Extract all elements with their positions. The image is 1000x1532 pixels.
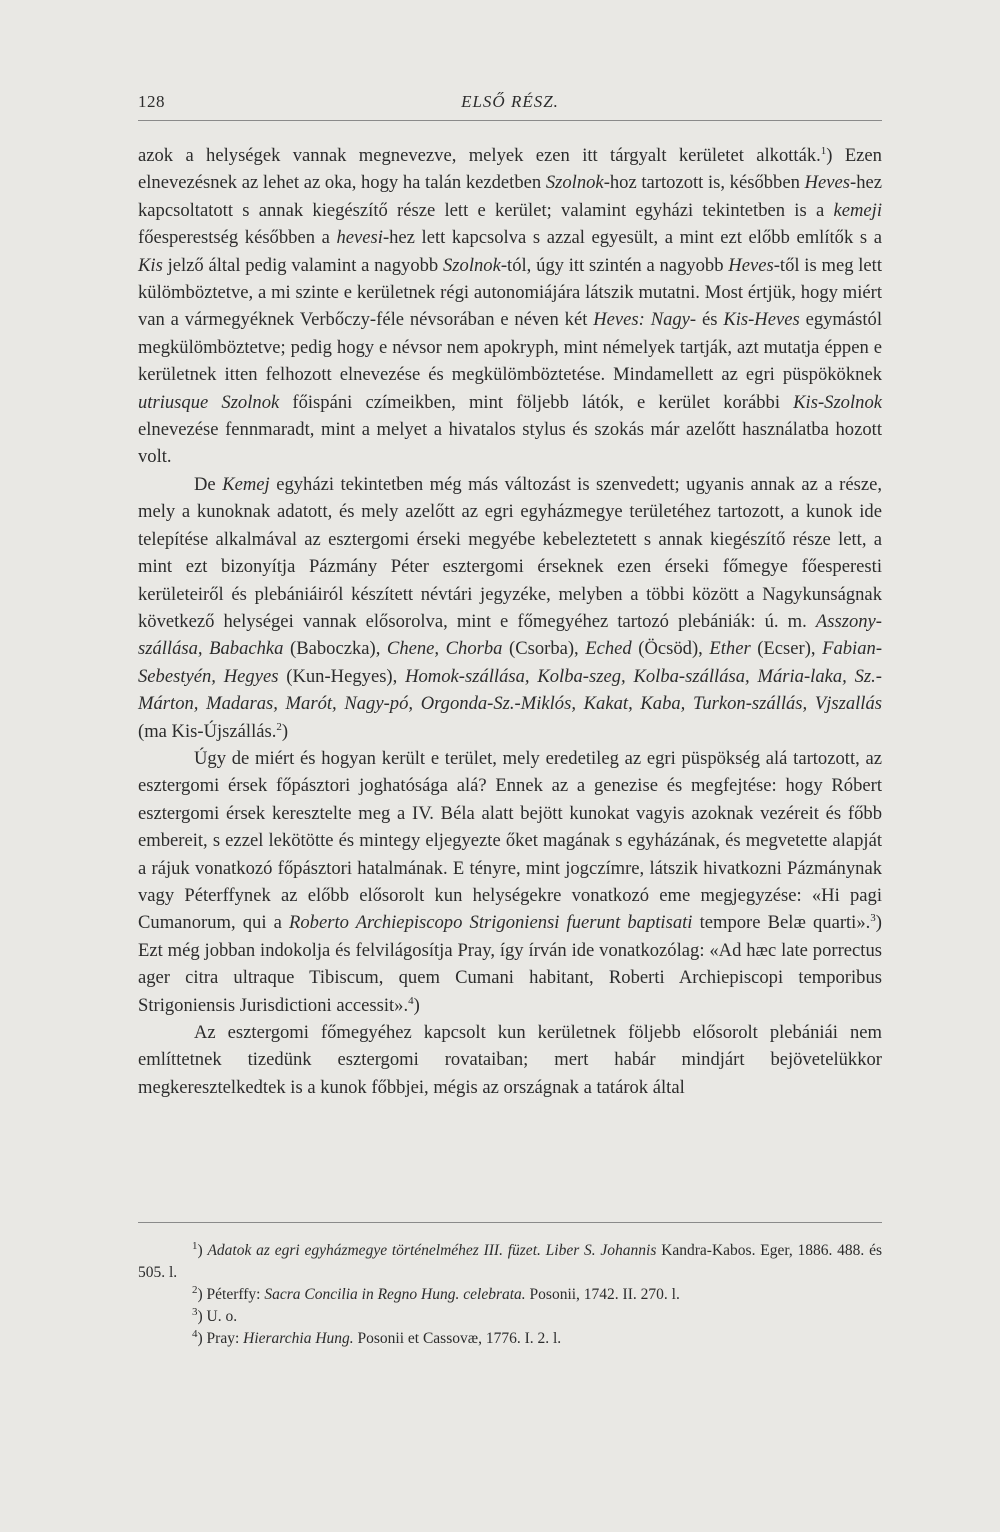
body-text (138, 142, 882, 1101)
text-run: jelző által pedig valamint a nagyobb (162, 254, 443, 276)
text-run: Posonii et Cassovæ, 1776. I. 2. l. (353, 1330, 562, 1347)
text-run: -hez lett kapcsolva s azzal egyesült, a mint ezt előbb említők s a (382, 227, 882, 249)
text-run: Kandra-Kabos. Eger, 1886. 488. és 505. l. (138, 1242, 882, 1281)
text-run: elnevezése fennmaradt, mint a melyet a hivatalos stylus és szokás már azelőtt használatba hozott volt. (138, 419, 882, 468)
paragraph-4 (138, 1019, 882, 1101)
italic-run: Roberto Archiepiscopo Strigoniensi fuerunt baptisati (289, 912, 693, 934)
italic-run: Kis-Heves (723, 309, 800, 331)
text-run: (Öcsöd), (631, 638, 710, 660)
footnote-ref: 1 (192, 1239, 198, 1252)
header-rule (138, 120, 882, 121)
text-run: Posonii, 1742. II. 270. l. (525, 1286, 680, 1303)
text-run: ) (281, 720, 289, 742)
italic-run: Heves: Nagy- (593, 309, 697, 331)
italic-run: Homok-szállása, Kolba-szeg, Kolba-szállása, Mária-laka, Sz.-Márton, Madaras, Marót, Nagy-pó, Orgonda-Sz.-Miklós, Kakat, Kaba, Turkon-szállás, Vjszallás (138, 665, 882, 715)
text-run: ) Ezen elnevezésnek az lehet az oka, hogy ha talán kezdetben (138, 145, 882, 194)
italic-run: Chene, Chorba (386, 638, 503, 660)
text-run: főispáni czímeikben, mint följebb látók, e kerület korábbi (279, 391, 794, 413)
text-run: De (194, 473, 223, 495)
text-run: (Ecser), (750, 638, 823, 660)
italic-run: Kemej (222, 473, 270, 495)
footnotes (138, 1240, 882, 1350)
italic-run: utriusque Szolnok (138, 391, 280, 413)
paragraph-3 (138, 745, 882, 1019)
text-run: tempore Belæ quarti». (692, 912, 871, 934)
italic-run: hevesi (336, 227, 383, 249)
text-run: (Baboczka), (283, 638, 387, 660)
footnote-ref: 4 (192, 1327, 198, 1340)
text-run: -tól, úgy itt szintén a nagyobb (500, 254, 729, 276)
italic-run: Adatok az egri egyházmegye történelméhez III. füzet. Liber S. Johannis (207, 1242, 657, 1259)
footnote-2 (138, 1284, 882, 1306)
italic-run: Hierarchia Hung. (243, 1330, 354, 1347)
footnote-4 (138, 1328, 882, 1350)
italic-run: Eched (585, 638, 632, 660)
text-run: -től is meg lett külömböztetve, a mi szinte e kerületnek régi autonomiájára látszik mutatni. Most értjük, hogy miért van a vármegyéknek Verbőczy-féle névsorában e néven két (138, 254, 883, 331)
footnote-3 (138, 1306, 882, 1328)
text-run: és (696, 309, 724, 331)
italic-run: Kis-Szolnok (793, 391, 882, 413)
footnote-ref: 4 (408, 994, 414, 1007)
footnote-1 (138, 1240, 882, 1284)
text-run: -hez kapcsoltatott s annak kiegészítő része lett e kerület; valamint egyházi tekintetben is a (138, 172, 882, 221)
text-run: (ma Kis-Újszállás. (138, 720, 277, 742)
running-title: ELSŐ RÉSZ. (461, 92, 559, 111)
text-run: ) Ezt még jobban indokolja és felvilágosítja Pray, így írván ide vonatkozólag: «Ad hæc late porrectus ager citra ultraque Tibiscum, quem Cumani habitant, Roberti Archiepiscopi temporibus Strigoniensis Jurisdictioni accessit». (138, 912, 882, 1016)
italic-run: Szolnok (443, 254, 501, 276)
text-run: egymástól megkülömböztetve; pedig hogy e névsor nem apokryph, mint némelyek tartják, azt mutatja éppen e kerületnek itten felhozott elnevezése és megkülömböztetése. Mindamellett az egri püspököknek (138, 309, 883, 386)
italic-run: Sacra Concilia in Regno Hung. celebrata. (264, 1286, 526, 1303)
footnote-ref: 3 (870, 912, 876, 925)
text-run: Az esztergomi főmegyéhez kapcsolt kun kerületnek följebb elősorolt plebániái nem említtetnek tizedünk esztergomi rovataiban; mert habár mindjárt bejövetelükkor megkeresztelkedtek is a kunok főbbjei, mégis az országnak a tatárok által (138, 1022, 882, 1098)
italic-run: Asszony-szállása, Babachka (138, 610, 882, 660)
text-run: ) Péterffy: (197, 1286, 265, 1303)
italic-run: Kis (138, 254, 163, 276)
text-run: (Kun-Hegyes), (278, 665, 406, 687)
page-number: 128 (138, 92, 165, 111)
text-run: (Csorba), (502, 638, 586, 660)
text-run: ) (413, 994, 420, 1016)
italic-run: Ether (709, 638, 751, 660)
text-run: ) Pray: (197, 1330, 244, 1347)
footnote-ref: 3 (192, 1305, 198, 1318)
footnote-ref: 2 (276, 720, 282, 733)
footnote-rule (138, 1222, 882, 1223)
page-header (138, 92, 882, 122)
italic-run: Fabian-Sebestyén, Hegyes (138, 638, 883, 687)
footnote-ref: 1 (820, 144, 827, 157)
italic-run: Heves (804, 172, 850, 194)
italic-run: kemeji (833, 199, 882, 221)
paragraph-1 (138, 142, 882, 471)
italic-run: Heves (728, 254, 774, 276)
text-run: -hoz tartozott is, későbben (603, 172, 805, 194)
footnote-ref: 2 (192, 1283, 198, 1296)
text-run: azok a helységek vannak megnevezve, melyek ezen itt tárgyalt kerületet alkották. (138, 145, 821, 166)
text-run: Úgy de miért és hogyan került e terület, mely eredetileg az egri püspökség alá tartozott, az esztergomi érsek főpásztori joghatósága alá? Ennek az a genezise és megfejtése: hogy Róbert esztergomi érsek keresztelte meg a IV. Béla alatt bejött kunokat vagyis azoknak vezéreit és főbb embereit, s ezzel lekötötte és mintegy eljegyezte őket magának s egyházának, és megvetette alapját a rájuk vonatkozó főpásztori hatalmának. E tényre, mint jogczímre, látszik hivatkozni Pázmánynak vagy Péterffynek az előbb elősorolt kun helységekre vonatkozó eme megjegyzése: «Hi pagi Cumanorum, qui a (138, 747, 882, 934)
italic-run: Szolnok (545, 172, 604, 194)
text-run: ) (197, 1242, 208, 1259)
text-run: ) U. o. (197, 1308, 238, 1325)
text-run: főesperestség későbben a (138, 227, 337, 249)
text-run: egyházi tekintetben még más változást is szenvedett; ugyanis annak az a része, mely a kunoknak adatott, és mely azelőtt az egri egyházmegye területéhez tartozott, a kunok ide telepítése alkalmával az esztergomi érseki megyébe kebeleztetett s annak kiegészítő része lett, a mint ezt bizonyítja Pázmány Péter esztergomi érseknek ezen érseki főmegye főesperesti kerületeiről és plebániáiról készített névtári jegyzéke, melyben a többi között a Nagykunságnak következő helységei vannak elősorolva, mint e főmegyéhez tartozó plebániák: ú. m. (138, 473, 882, 632)
paragraph-2 (138, 471, 882, 745)
